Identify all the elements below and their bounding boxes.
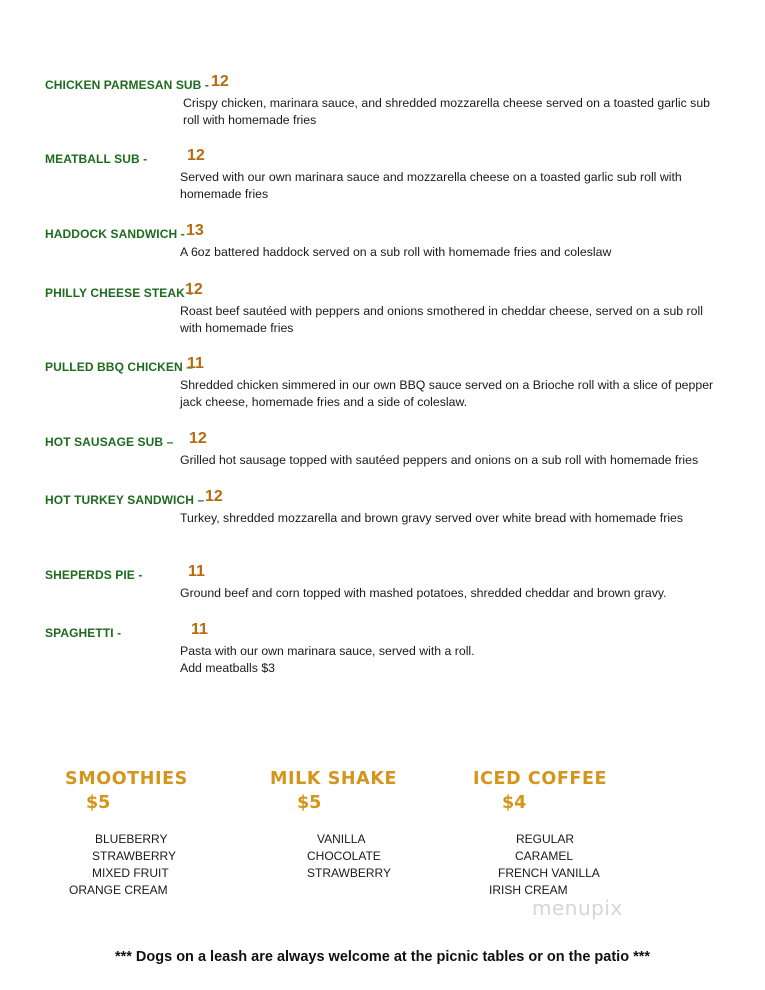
item-name: CHICKEN PARMESAN SUB - [45,78,209,92]
item-description: A 6oz battered haddock served on a sub roll with homemade fries and coleslaw [180,245,612,259]
item-name: PHILLY CHEESE STEAK - [45,286,193,300]
flavor-item: STRAWBERRY [92,849,177,863]
flavor-item: CARAMEL [515,849,574,863]
item-description: Shredded chicken simmered in our own BBQ sauce served on a Brioche roll with a slice of pepper jack cheese, homemade fries and a side of coleslaw. [180,378,714,409]
drink-price: $5 [86,793,111,813]
item-description: Roast beef sautéed with peppers and onions smothered in cheddar cheese, served on a sub roll with homemade fries [180,304,703,335]
item-price: 11 [187,355,204,372]
flavor-item: CHOCOLATE [307,849,381,863]
drink-price: $4 [502,793,527,813]
flavor-item: BLUEBERRY [95,832,168,846]
flavor-item: MIXED FRUIT [92,866,169,880]
flavor-item: STRAWBERRY [307,866,392,880]
item-addon: Add meatballs $3 [180,661,276,675]
item-price: 12 [189,430,207,447]
item-name: MEATBALL SUB - [45,152,148,166]
item-price: 12 [185,281,203,298]
item-price: 11 [191,621,208,638]
drink-title: ICED COFFEE [473,769,608,789]
flavor-item: REGULAR [516,832,575,846]
item-name: HOT SAUSAGE SUB – [45,435,174,449]
flavor-item: IRISH CREAM [489,883,568,897]
item-price: 11 [188,563,205,580]
watermark-logo: menupix [532,896,623,920]
item-description: Turkey, shredded mozzarella and brown gravy served over white bread with homemade fries [180,511,684,525]
flavor-item: FRENCH VANILLA [498,866,600,880]
item-price: 12 [211,73,229,90]
flavor-item: ORANGE CREAM [69,883,168,897]
flavor-item: VANILLA [317,832,366,846]
drink-price: $5 [297,793,322,813]
item-description: Crispy chicken, marinara sauce, and shredded mozzarella cheese served on a toasted garlic sub roll with homemade fries [183,96,710,127]
item-description: Pasta with our own marinara sauce, served with a roll. [180,644,475,658]
item-name: HOT TURKEY SANDWICH – [45,493,205,507]
item-name: SPAGHETTI - [45,626,122,640]
drink-title: MILK SHAKE [270,769,398,789]
item-name: HADDOCK SANDWICH - [45,227,185,241]
drink-title: SMOOTHIES [65,769,188,789]
item-price: 13 [186,222,204,239]
item-name: PULLED BBQ CHICKEN – [45,360,194,374]
item-description: Served with our own marinara sauce and mozzarella cheese on a toasted garlic sub roll with homemade fries [180,170,682,201]
footer-note: *** Dogs on a leash are always welcome at the picnic tables or on the patio *** [114,949,651,965]
item-description: Grilled hot sausage topped with sautéed peppers and onions on a sub roll with homemade fries [180,453,699,467]
item-price: 12 [205,488,223,505]
item-description: Ground beef and corn topped with mashed potatoes, shredded cheddar and brown gravy. [180,586,667,600]
item-price: 12 [187,147,205,164]
item-name: SHEPERDS PIE - [45,568,143,582]
